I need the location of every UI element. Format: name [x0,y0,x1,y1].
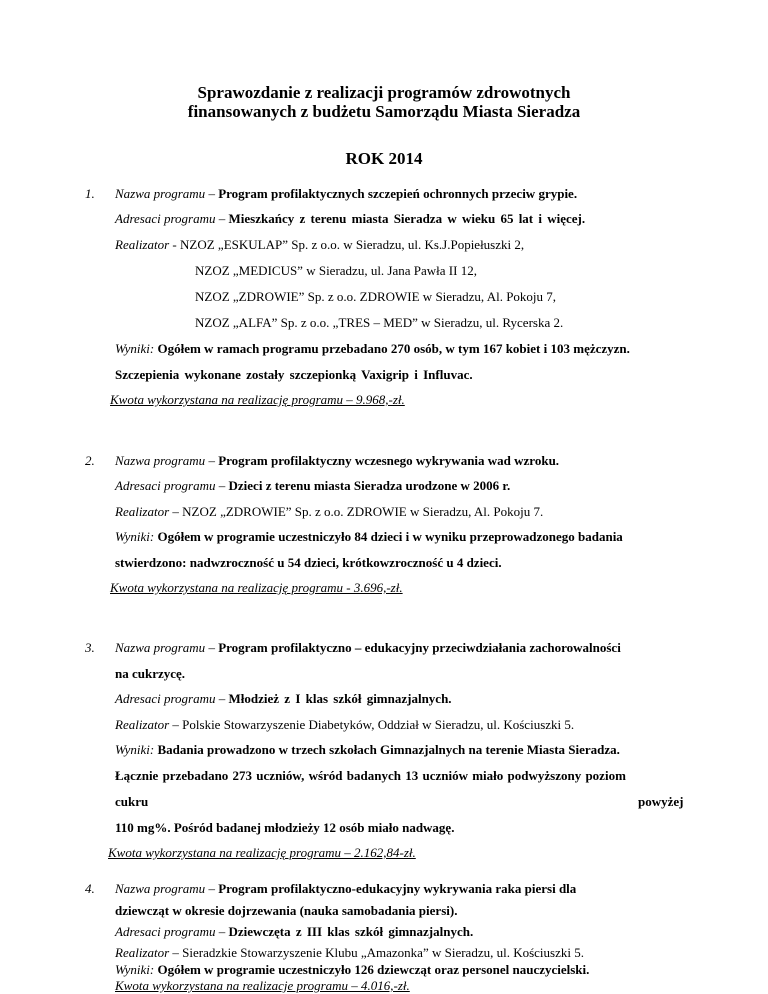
program-name-label: Nazwa programu [115,881,206,896]
program-implementer: Polskie Stowarzyszenie Diabetyków, Oddział w Sieradzu, ul. Kościuszki 5. [182,717,575,732]
program-amount: Kwota wykorzystana na realizację programu – 9.968,-zł. [110,392,405,407]
implementer-label: Realizator [115,717,170,732]
program-results-line: powyżej [638,794,684,809]
program-implementer-line: NZOZ „ALFA” Sp. z o.o. „TRES – MED” w Sieradzu, ul. Rycerska 2. [195,315,564,330]
program-results: Ogółem w programie uczestniczyło 126 dziewcząt oraz personel nauczycielski. [157,962,590,977]
program-addressees: Dzieci z terenu miasta Sieradza urodzone w 2006 r. [228,478,511,493]
implementer-label: Realizator [115,237,170,252]
program-name-row: Nazwa programu – Program profilaktyczno-edukacyjny wykrywania raka piersi dla [115,881,577,896]
program-results: Ogółem w ramach programu przebadano 270 osób, w tym 167 kobiet i 103 mężczyzn. [157,341,630,356]
program-results-line: 110 mg%. Pośród badanej młodzieży 12 osób miało nadwagę. [115,820,455,835]
program-name: Program profilaktyczno-edukacyjny wykrywania raka piersi dla [218,881,577,896]
program-name-row: Nazwa programu – Program profilaktyczny wczesnego wykrywania wad wzroku. [115,453,560,468]
program-implementer-line: NZOZ „ZDROWIE” Sp. z o.o. ZDROWIE w Sieradzu, Al. Pokoju 7, [195,289,557,304]
implementer-label: Realizator [115,945,170,960]
program-number: 1. [85,186,95,201]
document-year: ROK 2014 [345,149,423,168]
program-addressees: Mieszkańcy z terenu miasta Sieradza w wieku 65 lat i więcej. [228,211,586,226]
results-label: Wyniki: [115,341,155,356]
implementer-label: Realizator [115,504,170,519]
addressees-label: Adresaci programu [115,211,216,226]
program-results-line: Łącznie przebadano 273 uczniów, wśród badanych 13 uczniów miało podwyższony poziom [115,768,626,783]
program-implementer-row: Realizator – NZOZ „ZDROWIE” Sp. z o.o. ZDROWIE w Sieradzu, Al. Pokoju 7. [115,504,544,519]
program-name-label: Nazwa programu [115,640,206,655]
program-name-label: Nazwa programu [115,453,206,468]
program-results-row [115,741,620,758]
program-implementer-line: NZOZ „MEDICUS” w Sieradzu, ul. Jana Pawła II 12, [195,263,477,278]
program-amount: Kwota wykorzystana na realizacje programu – 4.016,-zł. [115,978,410,993]
program-implementer: Sieradzkie Stowarzyszenie Klubu „Amazonka” w Sieradzu, ul. Kościuszki 5. [182,945,584,960]
program-implementer: NZOZ „ZDROWIE” Sp. z o.o. ZDROWIE w Sieradzu, Al. Pokoju 7. [182,504,544,519]
results-label: Wyniki: [115,529,155,544]
program-name-row: Nazwa programu – Program profilaktyczno – edukacyjny przeciwdziałania zachorowalności [115,640,621,655]
program-results: Badania prowadzono w trzech szkołach Gimnazjalnych na terenie Miasta Sieradza. [157,742,620,757]
program-implementer-row: Realizator - NZOZ „ESKULAP” Sp. z o.o. w Sieradzu, ul. Ks.J.Popiełuszki 2, [115,237,525,252]
program-results-row [115,961,589,978]
addressees-label: Adresaci programu [115,691,216,706]
program-results: Ogółem w programie uczestniczyło 84 dzieci i w wyniku przeprowadzonego badania [157,529,623,544]
program-results-line: stwierdzono: nadwzroczność u 54 dzieci, krótkowzroczność u 4 dzieci. [115,555,502,570]
results-label: Wyniki: [115,962,155,977]
program-addressees-row: Adresaci programu – Dziewczęta z III klas szkół gimnazjalnych. [115,924,474,939]
program-number: 4. [85,881,95,896]
program-implementer: NZOZ „ESKULAP” Sp. z o.o. w Sieradzu, ul. Ks.J.Popiełuszki 2, [180,237,525,252]
program-implementer-row: Realizator – Polskie Stowarzyszenie Diabetyków, Oddział w Sieradzu, ul. Kościuszki 5. [115,717,575,732]
program-results-row [115,340,630,357]
program-amount: Kwota wykorzystana na realizację programu – 2.162,84-zł. [108,845,416,860]
program-amount: Kwota wykorzystana na realizację programu - 3.696,-zł. [110,580,403,595]
program-addressees: Dziewczęta z III klas szkół gimnazjalnych. [228,924,474,939]
program-results-row [115,528,623,545]
program-addressees-row: Adresaci programu – Dzieci z terenu miasta Sieradza urodzone w 2006 r. [115,478,511,493]
program-addressees-row: Adresaci programu – Młodzież z I klas szkół gimnazjalnych. [115,691,452,706]
addressees-label: Adresaci programu [115,478,216,493]
program-name: Program profilaktyczny wczesnego wykrywania wad wzroku. [218,453,560,468]
program-name-line: dziewcząt w okresie dojrzewania (nauka samobadania piersi). [115,903,458,918]
program-name-row: Nazwa programu – Program profilaktycznych szczepień ochronnych przeciw grypie. [115,186,578,201]
program-name: Program profilaktycznych szczepień ochronnych przeciw grypie. [218,186,578,201]
program-number: 3. [85,640,95,655]
program-addressees-row: Adresaci programu – Mieszkańcy z terenu miasta Sieradza w wieku 65 lat i więcej. [115,211,586,226]
document-title-line-1: Sprawozdanie z realizacji programów zdrowotnych [197,83,571,102]
program-number: 2. [85,453,95,468]
program-name: Program profilaktyczno – edukacyjny przeciwdziałania zachorowalności [218,640,621,655]
program-addressees: Młodzież z I klas szkół gimnazjalnych. [228,691,452,706]
program-implementer-row: Realizator – Sieradzkie Stowarzyszenie Klubu „Amazonka” w Sieradzu, ul. Kościuszki 5. [115,945,584,960]
program-results-line: cukru [115,794,149,809]
program-name-line: na cukrzycę. [115,666,186,681]
addressees-label: Adresaci programu [115,924,216,939]
document-title-line-2: finansowanych z budżetu Samorządu Miasta Sieradza [187,102,581,121]
program-name-label: Nazwa programu [115,186,206,201]
results-label: Wyniki: [115,742,155,757]
program-results-line: Szczepienia wykonane zostały szczepionką Vaxigrip i Influvac. [115,367,473,382]
